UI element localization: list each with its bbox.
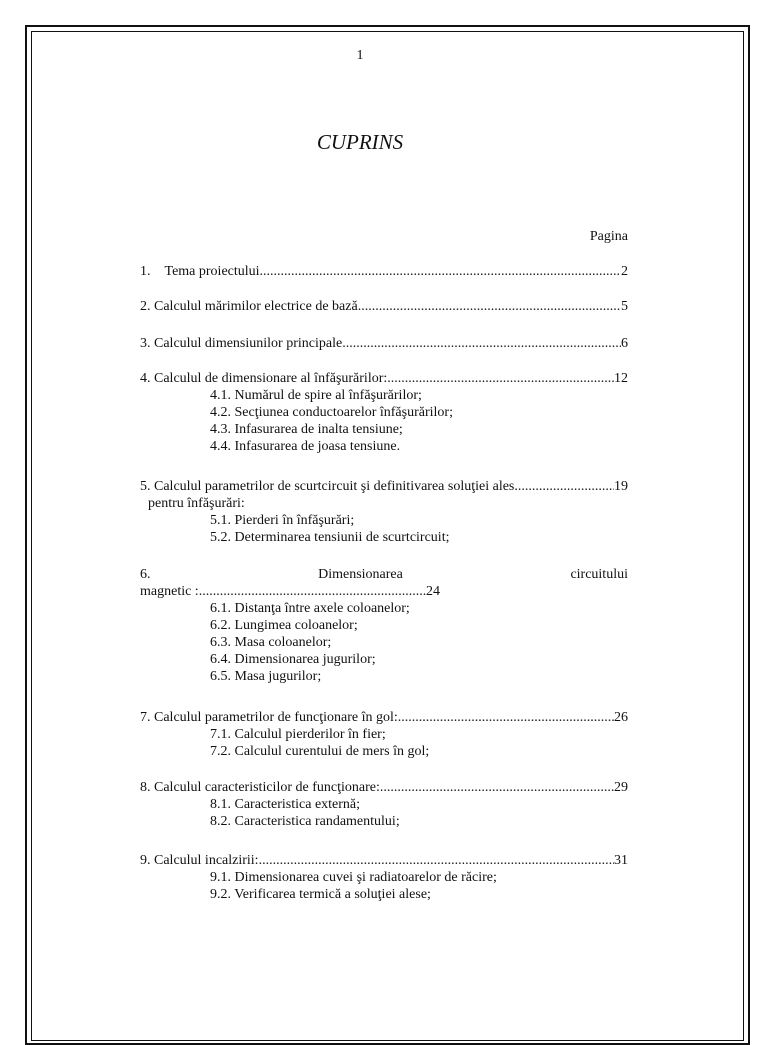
toc-entry-title: Tema proiectului bbox=[164, 264, 260, 279]
toc-entry-title: Dimensionarea bbox=[318, 567, 403, 582]
toc-subentry[interactable]: 7.2. Calculul curentului de mers în gol; bbox=[210, 744, 430, 759]
toc-entry-6[interactable] bbox=[140, 566, 628, 685]
toc-subentry[interactable]: 5.1. Pierderi în înfăşurări; bbox=[210, 513, 355, 528]
toc-entry-9[interactable] bbox=[140, 852, 628, 903]
toc-subentry[interactable]: 6.3. Masa coloanelor; bbox=[210, 635, 332, 650]
dot-leader bbox=[380, 779, 614, 796]
dot-leader bbox=[398, 709, 614, 726]
toc-subentry[interactable]: 6.5. Masa jugurilor; bbox=[210, 669, 322, 684]
dot-leader bbox=[260, 263, 621, 280]
toc-entry-page: 12 bbox=[614, 371, 628, 386]
toc-entry-continuation: pentru înfăşurări: bbox=[148, 496, 245, 511]
toc-entry-title-cont: circuitului bbox=[570, 567, 628, 582]
toc-entry-3[interactable] bbox=[140, 335, 628, 352]
toc-entry-1[interactable] bbox=[140, 263, 628, 280]
toc-entry-title: Calculul de dimensionare al înfăşurărilor: bbox=[154, 371, 388, 386]
toc-subentry[interactable]: 7.1. Calculul pierderilor în fier; bbox=[210, 727, 386, 742]
pagina-column-label: Pagina bbox=[589, 229, 628, 244]
toc-entry-page: 2 bbox=[621, 264, 628, 279]
toc-entry-7[interactable] bbox=[140, 709, 628, 760]
toc-entry-title: Calculul incalzirii: bbox=[154, 853, 259, 868]
toc-entry-continuation: magnetic : bbox=[140, 584, 199, 599]
dot-leader bbox=[342, 335, 621, 352]
toc-subentry[interactable]: 9.2. Verificarea termică a soluţiei alese; bbox=[210, 887, 431, 902]
toc-subentry[interactable]: 4.2. Secţiunea conductoarelor înfăşurărilor; bbox=[210, 405, 453, 420]
dot-leader bbox=[259, 852, 614, 869]
toc-entry-number: 8. bbox=[140, 780, 151, 795]
toc-subentry[interactable]: 5.2. Determinarea tensiunii de scurtcircuit; bbox=[210, 530, 450, 545]
toc-entry-page: 31 bbox=[614, 853, 628, 868]
toc-entry-2[interactable] bbox=[140, 298, 628, 315]
toc-subentry[interactable]: 6.2. Lungimea coloanelor; bbox=[210, 618, 358, 633]
toc-entry-title: Calculul mărimilor electrice de bază bbox=[154, 299, 358, 314]
toc-subentry[interactable]: 8.1. Caracteristica externă; bbox=[210, 797, 361, 812]
toc-entry-number: 7. bbox=[140, 710, 151, 725]
toc-entry-4[interactable] bbox=[140, 370, 628, 455]
toc-entry-page: 26 bbox=[614, 710, 628, 725]
toc-entry-page: 29 bbox=[614, 780, 628, 795]
toc-entry-number: 9. bbox=[140, 853, 151, 868]
toc-entry-page: 24 bbox=[426, 584, 440, 599]
toc-entry-8[interactable] bbox=[140, 779, 628, 830]
toc-entry-number: 3. bbox=[140, 336, 151, 351]
toc-entry-title: Calculul dimensiunilor principale bbox=[154, 336, 343, 351]
toc-subentry[interactable]: 6.4. Dimensionarea jugurilor; bbox=[210, 652, 376, 667]
toc-subentry[interactable]: 8.2. Caracteristica randamentului; bbox=[210, 814, 400, 829]
toc-entry-page: 19 bbox=[614, 479, 628, 494]
toc-entry-page: 5 bbox=[621, 299, 628, 314]
toc-entry-title: Calculul parametrilor de funcţionare în gol: bbox=[154, 710, 398, 725]
toc-entry-number: 1. bbox=[140, 264, 151, 279]
page-title: CUPRINS bbox=[316, 130, 404, 154]
toc-subentry[interactable]: 4.1. Numărul de spire al înfăşurărilor; bbox=[210, 388, 422, 403]
toc-entry-number: 2. bbox=[140, 299, 151, 314]
toc-subentry[interactable]: 9.1. Dimensionarea cuvei şi radiatoarelor de răcire; bbox=[210, 870, 497, 885]
dot-leader bbox=[199, 583, 426, 600]
toc-entry-page: 6 bbox=[621, 336, 628, 351]
dot-leader bbox=[514, 478, 614, 495]
dot-leader bbox=[387, 370, 614, 387]
toc-entry-5[interactable] bbox=[140, 478, 628, 546]
dot-leader bbox=[358, 298, 621, 315]
toc-subentry[interactable]: 4.3. Infasurarea de inalta tensiune; bbox=[210, 422, 403, 437]
toc-entry-title: Calculul parametrilor de scurtcircuit şi definitivarea soluţiei ales bbox=[154, 479, 515, 494]
toc-subentry[interactable]: 6.1. Distanţa între axele coloanelor; bbox=[210, 601, 410, 616]
toc-entry-title: Calculul caracteristicilor de funcţionare: bbox=[154, 780, 380, 795]
toc-entry-number: 5. bbox=[140, 479, 151, 494]
toc-subentry[interactable]: 4.4. Infasurarea de joasa tensiune. bbox=[210, 439, 401, 454]
toc-entry-number: 4. bbox=[140, 371, 151, 386]
toc-entry-number: 6. bbox=[140, 567, 151, 582]
page-number: 1 bbox=[356, 48, 364, 63]
